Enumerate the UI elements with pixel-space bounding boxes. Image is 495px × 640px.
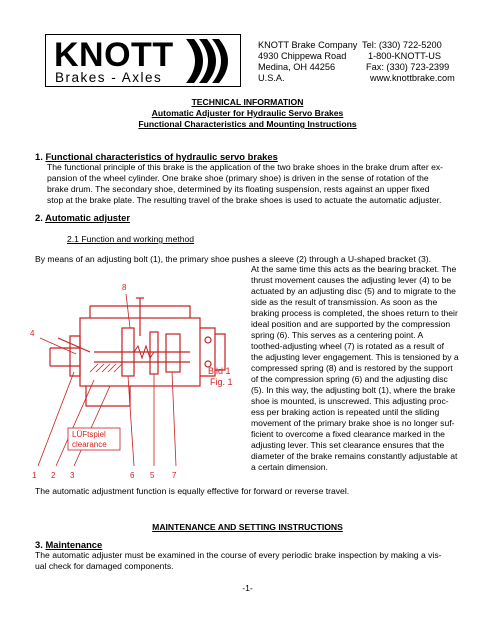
section-3-title: Maintenance [45,539,103,550]
section-2-col-line-10: compressed spring (8) and is restored by the support [251,363,453,373]
maintenance-heading: MAINTENANCE AND SETTING INSTRUCTIONS [152,522,343,532]
section-3-heading [35,539,102,550]
figure-caption-en: Fig. 1 [210,377,233,387]
section-2-heading [35,212,130,223]
figure-label-7: 7 [172,471,177,480]
section-2-intro: By means of an adjusting bolt (1), the primary shoe pushes a sleeve (2) through a U-shaped bracket (3). [35,254,431,264]
company-tel: Tel: (330) 722-5200 [362,40,442,50]
company-tollfree: 1-800-KNOTT-US [368,51,442,61]
section-2-col-line-12: (5). In this way, the adjusting bolt (1), where the brake [251,385,456,395]
section-1-title: Functional characteristics of hydraulic servo brakes [45,151,278,162]
section-2-col-line-3: actuated by an adjusting disc (5) and to migrate to the [251,286,456,296]
section-2-col-line-9: the adjusting lever engagement. This is tensioned by a [251,352,459,362]
figure-label-5: 5 [150,471,155,480]
section-1-line-3: brake drum. The secondary shoe, determined by its floating suspension, rests against an upper fixed [47,184,430,194]
section-2-1-heading: 2.1 Function and working method [67,234,195,244]
logo-brand: KNOTT [54,36,174,74]
section-3-line-2: ual check for damaged components. [35,561,174,571]
section-1-line-4: stop at the brake plate. The resulting travel of the brake shoes is used to actuate the automatic adjuster. [47,195,442,205]
section-2-col-line-14: ess per braking action is repeated until the sliding [251,407,440,417]
section-2-col-line-13: shoe is mounted, is unscrewed. This adjusting proc- [251,396,449,406]
page-number: -1- [242,583,253,593]
figure-label-2: 2 [51,471,56,480]
section-2-closing: The automatic adjustment function is equally effective for forward or reverse travel. [35,486,350,496]
section-1-line-1: The functional principle of this brake is the application of the two brake shoes in the brake drum after ex- [47,162,444,172]
company-name: KNOTT Brake Company [258,40,358,50]
company-city: Medina, OH 44256 [258,62,336,72]
section-2-col-line-19: a certain dimension. [251,462,328,472]
section-1-number: 1. [35,151,43,162]
section-2-number: 2. [35,212,43,223]
section-2-col-line-11: of the compression spring (6) and the adjusting disc [251,374,448,384]
section-2-col-line-7: spring (6). This serves as a centering point. A [251,330,424,340]
section-3-number: 3. [35,539,43,550]
doc-title: TECHNICAL INFORMATION [191,97,304,107]
figure-label-3: 3 [70,471,75,480]
section-2-col-line-1: At the same time this acts as the bearing bracket. The [251,264,457,274]
logo-arcs-icon [182,37,238,85]
section-3-line-1: The automatic adjuster must be examined in the course of every periodic brake inspection by making a vis- [35,550,442,560]
figure-label-4: 4 [30,329,35,338]
doc-subtitle-2: Functional Characteristics and Mounting Instructions [138,119,357,129]
section-2-col-line-16: ficient to overcome a fixed clearance marked in the [251,429,445,439]
logo-tagline: Brakes - Axles [55,70,163,85]
clearance-label-en: clearance [72,440,107,449]
figure-label-1: 1 [32,471,37,480]
figure-label-8: 8 [122,283,127,292]
section-2-col-line-8: toothed-adjusting wheel (7) is rotated as a result of [251,341,444,351]
section-2-col-line-17: adjusting lever. This set clearance ensures that the [251,440,445,450]
section-2-col-line-18: diameter of the brake remains constantly adjustable at [251,451,458,461]
clearance-label-de: LÜFtspiel [72,430,106,439]
company-street: 4930 Chippewa Road [258,51,347,61]
section-1-heading [35,151,278,162]
figure-caption-de: Bild 1 [208,366,231,376]
company-country: U.S.A. [258,73,285,83]
doc-subtitle: Automatic Adjuster for Hydraulic Servo Brakes [151,108,344,118]
adjuster-diagram [30,276,250,486]
section-2-col-line-4: side as the result of transmission. As soon as the [251,297,438,307]
section-2-title: Automatic adjuster [45,212,131,223]
section-2-col-line-5: braking process is completed, the shoes return to their [251,308,458,318]
section-2-col-line-15: movement of the primary brake shoe is no longer suf- [251,418,455,428]
section-2-col-line-2: thrust movement causes the adjusting lever (4) to be [251,275,452,285]
company-fax: Fax: (330) 723-2399 [366,62,450,72]
section-1-line-2: pansion of the wheel cylinder. One brake shoe (primary shoe) is driven in the sense of rotation of the [47,173,429,183]
section-2-col-line-6: ideal position and are supported by the compression [251,319,451,329]
figure-label-6: 6 [130,471,135,480]
company-web[interactable]: www.knottbrake.com [370,73,455,83]
knott-logo [45,34,241,87]
